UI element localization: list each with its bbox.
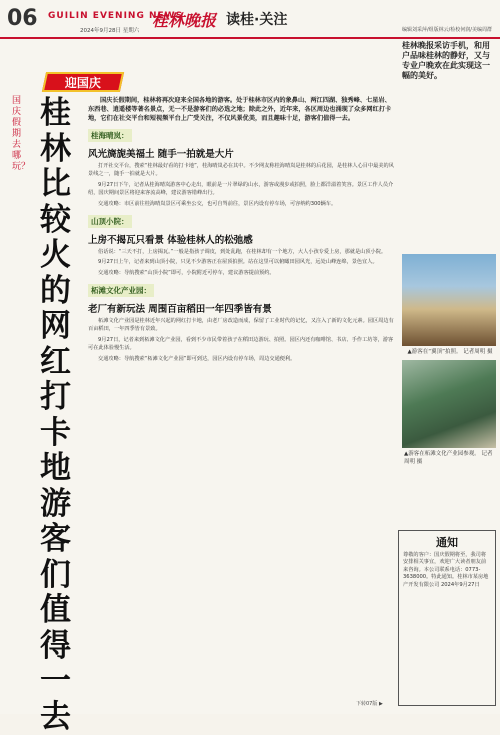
banner-shape [42, 72, 124, 92]
kicker-vertical: 国庆假期去哪玩？ [12, 96, 31, 172]
section-subhead: 风光旖旎美福土 随手一拍就是大片 [88, 149, 234, 160]
notice-title: 通知 [436, 536, 458, 549]
section-paragraph: 9月27日上午，记者来到山顶小院，只见不少游客正在屋顶拍照。站在这里可以俯瞰田园风光，远处山峰连绵，景色宜人。 [98, 259, 378, 266]
section-subhead: 老厂有新玩法 周围百亩稻田一年四季皆有景 [88, 304, 272, 316]
editor-line: 编辑刘采萍/组版林云/检校何润/美编周群 [401, 27, 492, 33]
section-subhead: 上房不揭瓦只看景 体验桂林人的松弛感 [88, 234, 253, 246]
continued-note: 下转07版 ▶ [356, 701, 383, 707]
section-paragraph: 打开社交平台，搜索“桂林最好看的打卡地”，桂海晴岚必在其中。不少网友称桂海晴岚是桂林的后花园，是桂林人心目中最美的风景线之一，随手一拍就是大片。 [88, 163, 394, 177]
photo-rooftop [402, 254, 496, 346]
photo-caption: ▲游客在“翼顶”拍照。 记者周明 摄 [407, 349, 493, 355]
section-guihai [88, 123, 396, 209]
section-paragraph: 9月27日下午，记者从桂海晴岚游客中心走出，眼前是一片翠绿的山水，游客或漫步或拍照，脸上都洋溢着笑容。景区工作人员介绍，国庆期间景区将迎来客流高峰，建议游客错峰出行。 [88, 181, 394, 196]
notice-text: 尊敬的客户：国庆假期将至，我司将安排相关事宜，欢迎广大读者朋友前来咨询。本公司联系电话：0773-3638000。特此通知。桂林市某房地产开发有限公司 2024年9月27日 [403, 552, 489, 588]
section-title: 读桂·关注 [226, 12, 288, 28]
section-paragraph: 柘滩文化产业园是桂林近年兴起的网红打卡地，由老厂房改造而成，保留了工业时代的记忆，又注入了新的文化元素。园区周边有百亩稻田，一年四季皆有景致。 [88, 318, 394, 333]
national-day-banner [44, 72, 132, 94]
issue-date: 2024年9月28日 星期六 [80, 28, 140, 34]
paper-brand: 桂林晚报 [152, 11, 217, 30]
paper-name-en: GUILIN EVENING NEWS [48, 11, 184, 21]
section-paragraph: 交通攻略：导航搜索“柘滩文化产业园”即可到达，园区内设有停车场，周边交通便利。 [98, 355, 296, 362]
section-shanding [88, 209, 396, 279]
section-paragraph: 交通攻略：市区前往桂海晴岚景区可乘坐公交，也可自驾前往，景区内设有停车场，可容纳约300辆车。 [98, 200, 337, 207]
callout-text: 桂林晚报采访手机，和用户品味桂林的静好，又与专业户晚欢在此实现这一幅的美好。 [402, 41, 490, 80]
section-paragraph: 交通攻略：导航搜索“山顶小院”即可，小院附近可停车，建议游客提前预约。 [98, 270, 275, 277]
headline-vertical: 桂林比较火的网红打卡地 游客们值得一去 [40, 95, 71, 735]
section-tag: 桂海晴岚： [88, 129, 132, 142]
section-zhetan [88, 278, 396, 364]
photo-caption: ▲游客在柘滩文化产业园参观。 记者周明 摄 [404, 451, 493, 465]
article-column [88, 96, 396, 706]
section-tag: 山顶小院： [88, 215, 132, 228]
callout-box [402, 41, 494, 111]
section-paragraph: 俗话说：“三天不打，上房揭瓦。”一般是指孩子调皮，到处乱跑，在桂林却有一个地方，大人小孩专爱上房，那就是山顶小院。 [98, 248, 387, 255]
section-paragraph: 9月27日，记者来到柘滩文化产业园，看到不少市民带着孩子在稻田边游玩、拍照。园区内还有咖啡馆、书店、手作工坊等，游客可在此体验慢生活。 [88, 337, 394, 351]
page-number: 06 [7, 6, 38, 31]
notice-box [398, 530, 496, 706]
photo-industrial-park [402, 360, 496, 448]
page-header [0, 0, 500, 38]
banner-text: 迎国庆 [64, 75, 101, 90]
header-rule [0, 37, 500, 39]
lead-paragraph: 国庆长假期间，桂林将再次迎来全国各地的游客。处于桂林市区内的象鼻山、两江四湖、独秀峰、七星岩、东西巷、逍遥楼等著名景点，无一不是游客们的必选之地；除此之外，近年来，各区周边也涌现了众多网红打卡地，它们在社交平台和短视频平台上广受关注，不仅风景优美，而且趣味十足，游客们值得一去。 [88, 97, 392, 122]
section-tag: 柘滩文化产业园： [88, 284, 154, 297]
